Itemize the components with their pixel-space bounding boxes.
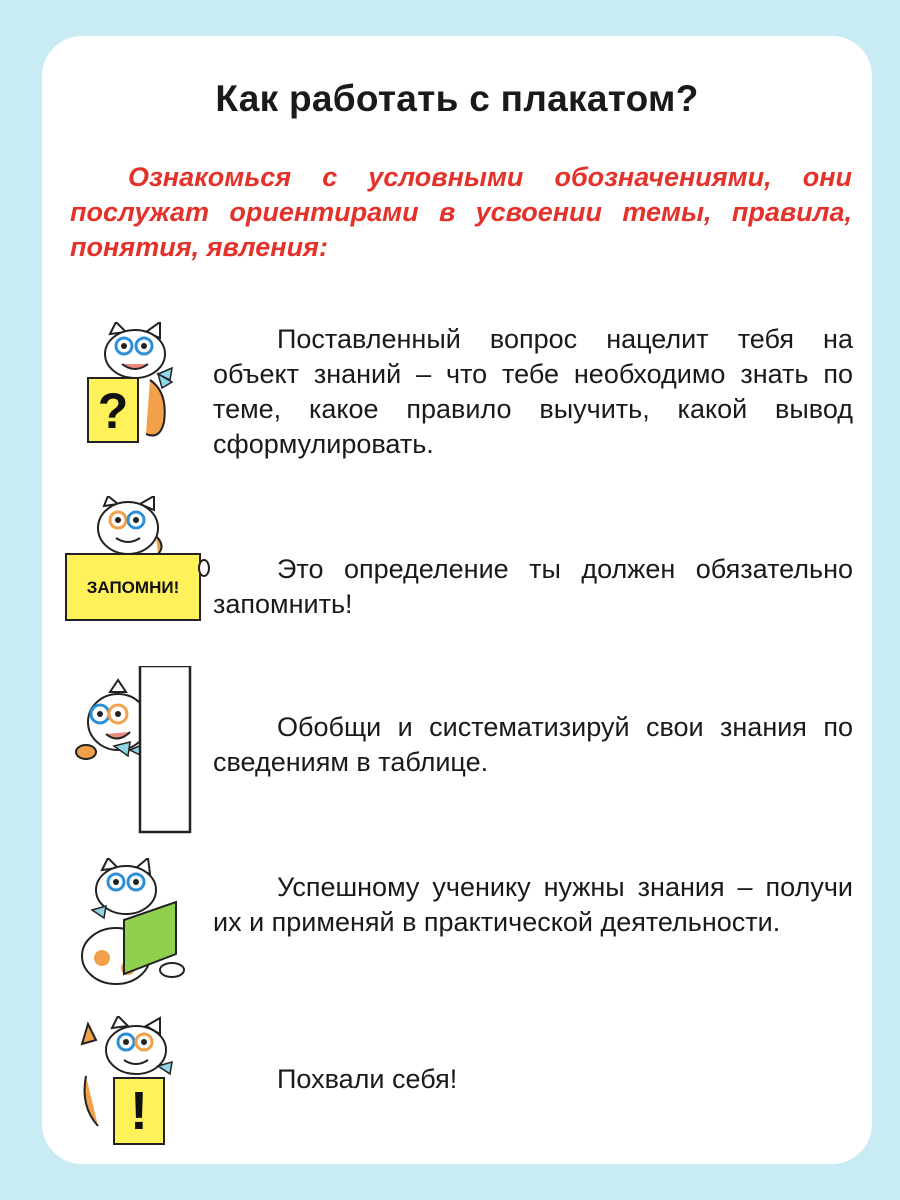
cat-exclamation-sign-icon (74, 1016, 178, 1148)
cat-remember-sign-icon (64, 496, 210, 624)
item-text-table: Обобщи и систематизируй свои знания по сведениям в таблице. (213, 712, 853, 777)
intro-text: Ознакомься с условными обозначениями, они послужат ориентирами в усвоении темы, правила, понятия, явления: (70, 162, 852, 262)
cat-table-icon (70, 666, 192, 834)
exclamation-sign-label: ! (130, 1081, 148, 1141)
item-text-praise: Похвали себя! (277, 1064, 458, 1094)
item-text-question: Поставленный вопрос нацелит тебя на объект знаний – что тебе необходимо знать по теме, какое правило выучить, какой вывод сформулировать. (213, 324, 853, 459)
question-sign-label: ? (97, 383, 129, 439)
page-title: Как работать с плакатом? (215, 78, 699, 119)
item-text-book: Успешному ученику нужны знания – получи их и применяй в практической деятельности. (213, 872, 853, 937)
cat-book-icon (72, 858, 192, 988)
remember-sign-label: ЗАПОМНИ! (86, 578, 180, 597)
item-text-remember: Это определение ты должен обязательно запомнить! (213, 554, 853, 619)
cat-question-sign-icon (80, 322, 190, 450)
